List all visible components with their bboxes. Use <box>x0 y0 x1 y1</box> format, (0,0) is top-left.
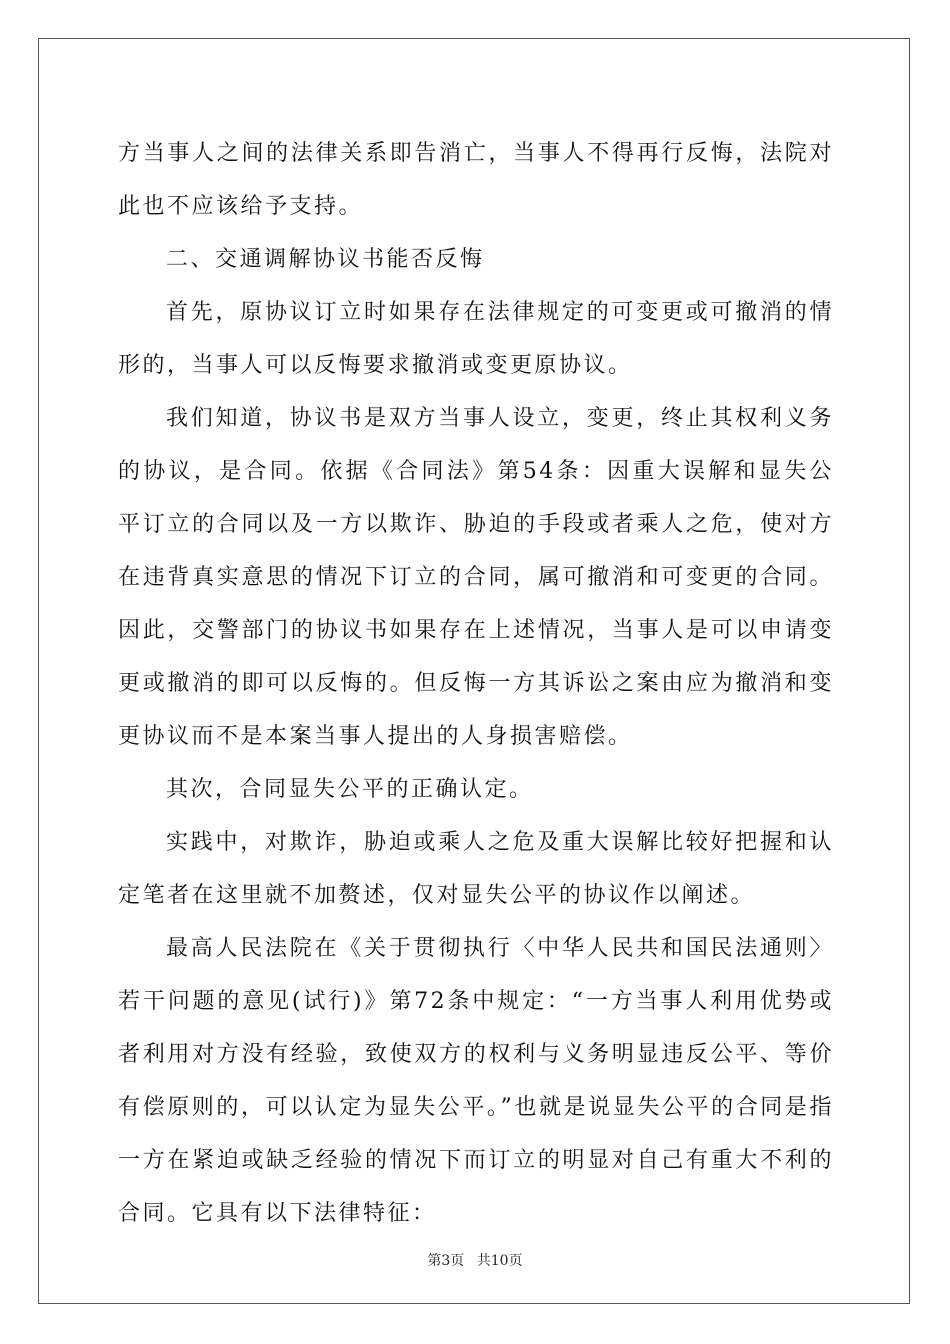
paragraph-5: 实践中，对欺诈，胁迫或乘人之危及重大误解比较好把握和认定笔者在这里就不加赘述，仅对显失公平的协议作以阐述。 <box>118 830 834 908</box>
page-total: 共10页 <box>476 1253 523 1269</box>
page-footer <box>0 1250 950 1270</box>
paragraph-3: 我们知道，协议书是双方当事人设立，变更，终止其权利义务的协议，是合同。依据《合同法》第54条：因重大误解和显失公平订立的合同以及一方以欺诈、胁迫的手段或者乘人之危，使对方在违背真实意思的情况下订立的合同，属可撤消和可变更的合同。因此，交警部门的协议书如果存在上述情况，当事人是可以申请变更或撤消的即可以反悔的。但反悔一方其诉讼之案由应为撤消和变更协议而不是本案当事人提出的人身损害赔偿。 <box>118 406 834 749</box>
paragraph-2: 首先，原协议订立时如果存在法律规定的可变更或可撤消的情形的，当事人可以反悔要求撤消或变更原协议。 <box>118 300 834 378</box>
paragraph-1: 方当事人之间的法律关系即告消亡，当事人不得再行反悔，法院对此也不应该给予支持。 <box>118 141 834 219</box>
section-heading: 二、交通调解协议书能否反悔 <box>166 247 485 272</box>
page-number: 第3页 <box>427 1253 465 1269</box>
paragraph-4: 其次，合同显失公平的正确认定。 <box>166 777 534 802</box>
paragraph-6: 最高人民法院在《关于贯彻执行〈中华人民共和国民法通则〉若干问题的意见(试行)》第72条中规定：“一方当事人利用优势或者利用对方没有经验，致使双方的权利与义务明显违反公平、等价有偿原则的，可以认定为显失公平。”也就是说显失公平的合同是指一方在紧迫或缺乏经验的情况下而订立的明显对自己有重大不利的合同。它具有以下法律特征： <box>118 936 834 1226</box>
document-body <box>118 127 834 1240</box>
